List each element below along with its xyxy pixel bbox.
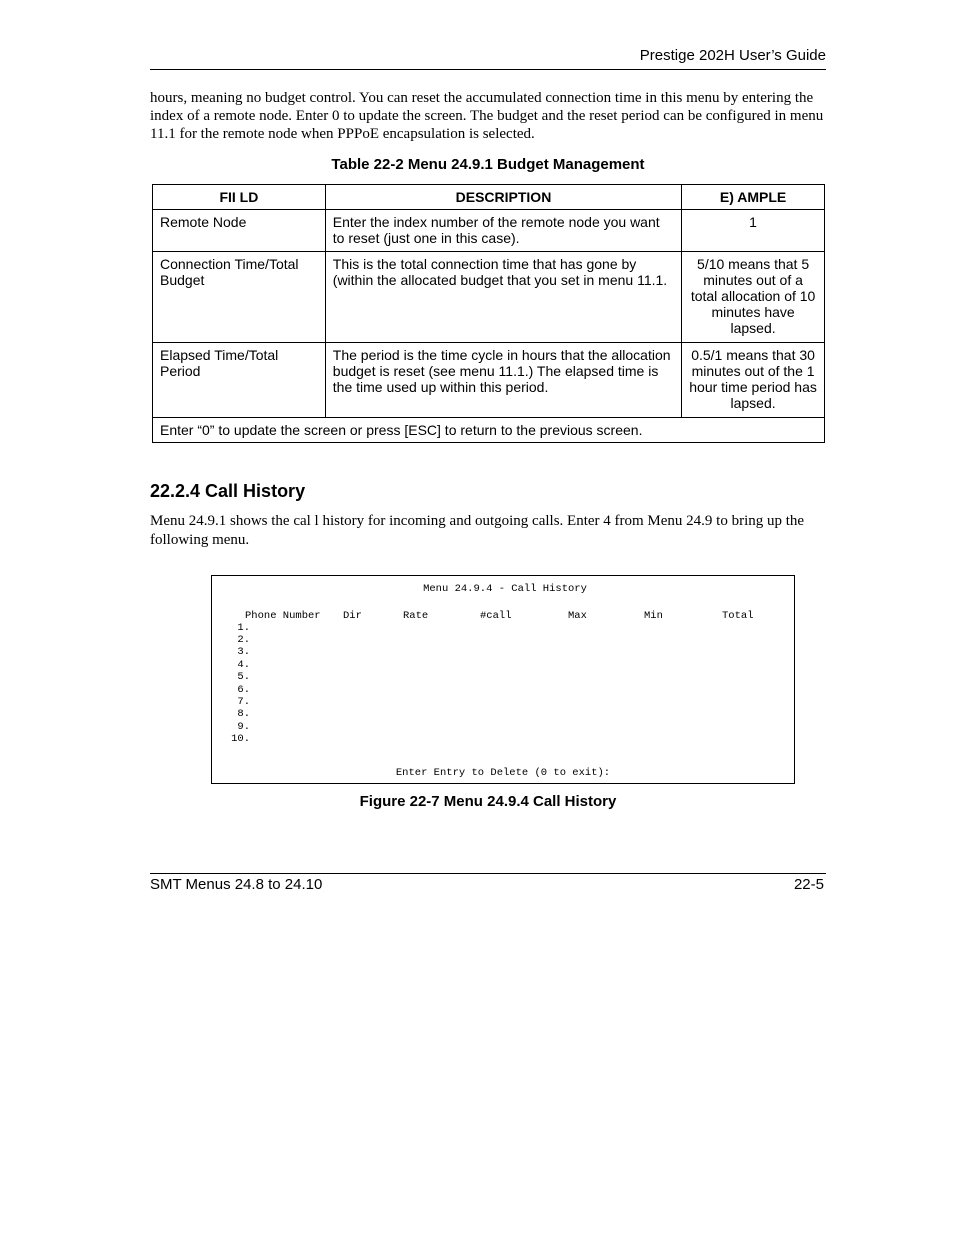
page-number: 22-5 [793, 876, 824, 893]
entry-number: 3. [237, 646, 250, 658]
entry-number: 2. [237, 634, 250, 646]
section-heading: 22.2.4 Call History [150, 481, 306, 501]
table-header-row [153, 185, 825, 210]
col-rate: Rate [403, 610, 429, 622]
col-min: Min [644, 610, 663, 622]
entry-number: 7. [237, 696, 250, 708]
column-header-field: FII LD [153, 185, 326, 210]
page-footer [150, 873, 826, 893]
call-history-terminal [211, 575, 795, 784]
table-row [153, 252, 825, 343]
entry-number: 9. [237, 721, 250, 733]
entry-number: 8. [237, 708, 250, 720]
field-cell: Elapsed Time/Total Period [153, 343, 326, 418]
figure-caption: Figure 22-7 Menu 24.9.4 Call History [359, 793, 617, 810]
section-paragraph: Menu 24.9.1 shows the cal l history for incoming and outgoing calls. Enter 4 from Menu 24.9 to bring up the following menu. [150, 513, 805, 548]
col-max: Max [568, 610, 587, 622]
footer-chapter: SMT Menus 24.8 to 24.10 [150, 876, 323, 893]
description-cell: The period is the time cycle in hours that the allocation budget is reset (see menu 11.1.) The elapsed time is the time used up within this period. [325, 343, 681, 418]
table-footer-note: Enter “0” to update the screen or press [ESC] to return to the previous screen. [153, 418, 825, 443]
table-row [153, 210, 825, 252]
column-header-description: DESCRIPTION [325, 185, 681, 210]
entry-number: 4. [237, 659, 250, 671]
column-header-example: E) AMPLE [682, 185, 825, 210]
entry-number: 6. [237, 684, 250, 696]
header-title: Prestige 202H User’s Guide [639, 47, 826, 64]
entry-number: 5. [237, 671, 250, 683]
field-cell: Connection Time/Total Budget [153, 252, 326, 343]
page-header [150, 47, 826, 70]
intro-paragraph: hours, meaning no budget control. You can reset the accumulated connection time in this menu by entering the index of a remote node. Enter 0 to update the screen. The budget and the reset period can be configured in menu 11.1 for the remote node when PPPoE encapsulation is selected. [150, 90, 824, 142]
entry-number: 10. [231, 733, 250, 745]
example-cell: 0.5/1 means that 30 minutes out of the 1 hour time period has lapsed. [682, 343, 825, 418]
description-cell: Enter the index number of the remote node you want to reset (just one in this case). [325, 210, 681, 252]
col-phone-number: Phone Number [245, 610, 321, 622]
terminal-title: Menu 24.9.4 - Call History [423, 583, 587, 595]
table-caption: Table 22-2 Menu 24.9.1 Budget Management [331, 156, 645, 173]
col-total: Total [722, 610, 754, 622]
col-dir: Dir [343, 610, 362, 622]
budget-management-table [152, 184, 825, 443]
table-footer-row [153, 418, 825, 443]
entry-number: 1. [237, 622, 250, 634]
description-cell: This is the total connection time that has gone by (within the allocated budget that you set in menu 11.1. [325, 252, 681, 343]
field-cell: Remote Node [153, 210, 326, 252]
table-row [153, 343, 825, 418]
example-cell: 5/10 means that 5 minutes out of a total allocation of 10 minutes have lapsed. [682, 252, 825, 343]
col-call-count: #call [480, 610, 512, 622]
example-cell: 1 [682, 210, 825, 252]
terminal-prompt: Enter Entry to Delete (0 to exit): [395, 767, 611, 779]
